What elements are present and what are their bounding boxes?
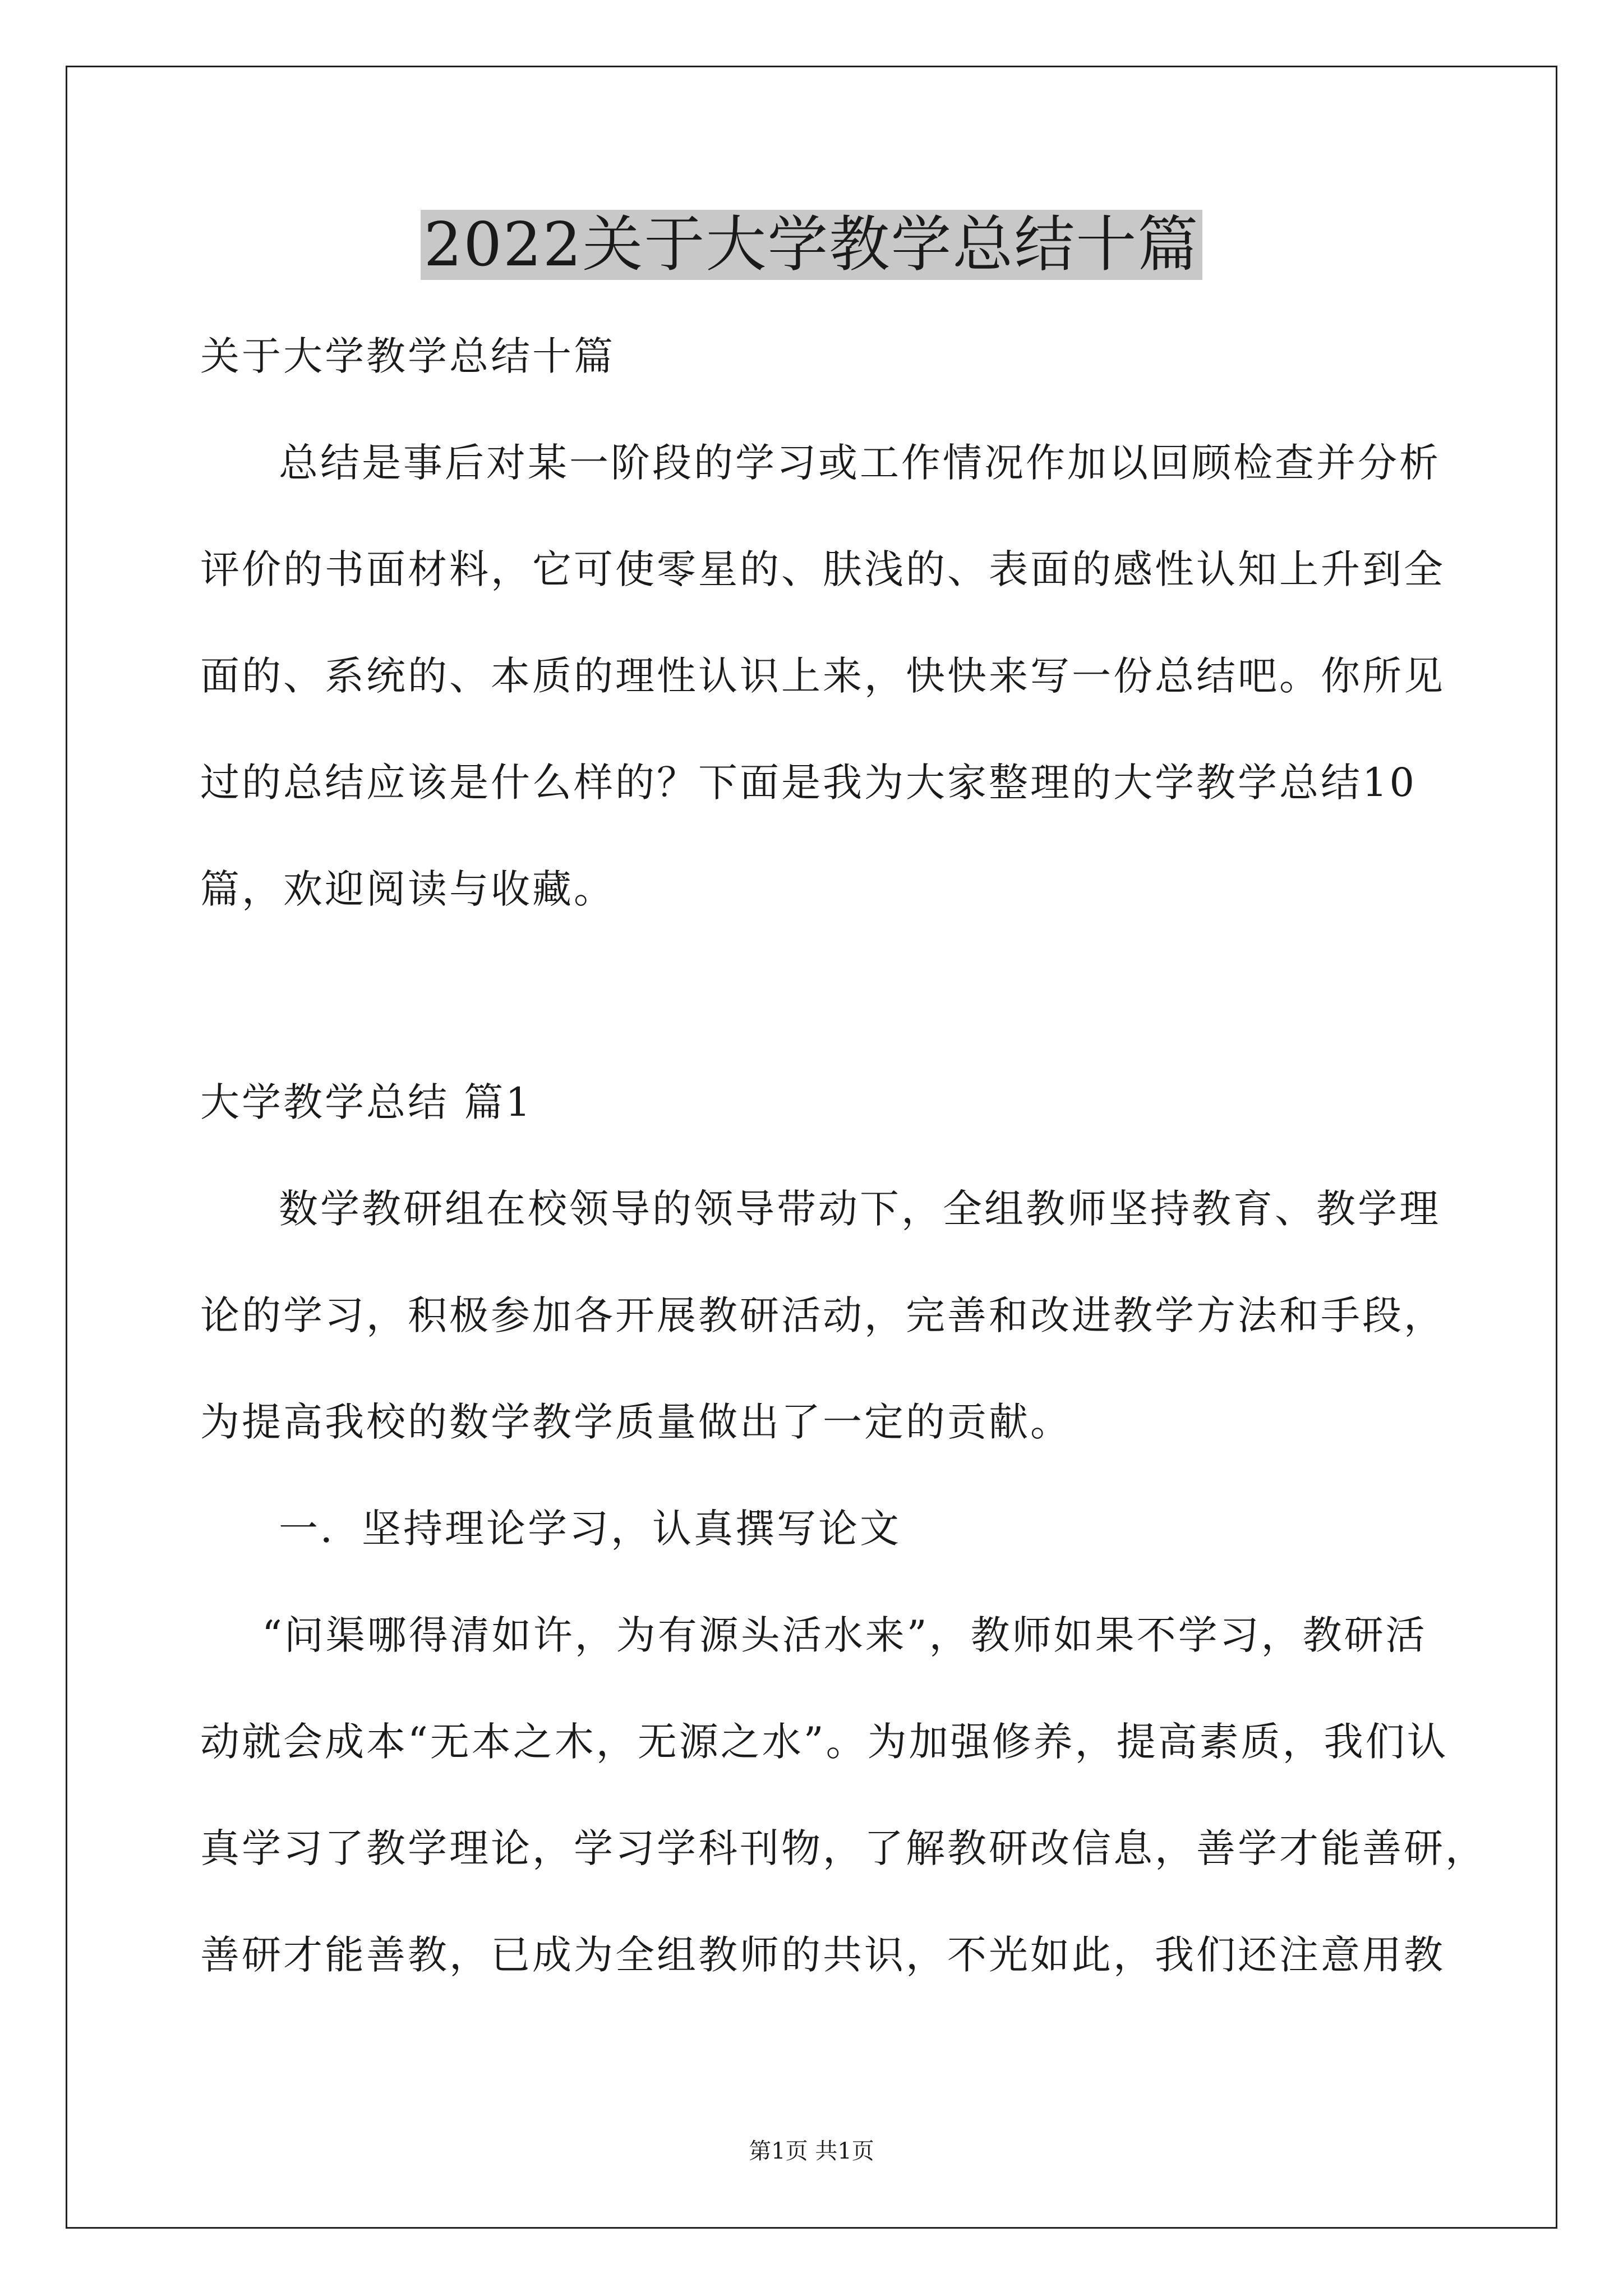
paragraph-gap bbox=[200, 942, 1434, 1049]
section-paragraph-line: 数学教研组在校领导的领导带动下，全组教师坚持教育、教学理 bbox=[279, 1186, 1441, 1232]
document-subtitle: 关于大学教学总结十篇 bbox=[200, 333, 615, 379]
intro-line: 评价的书面材料，它可使零星的、肤浅的、表面的感性认知上升到全 bbox=[200, 546, 1445, 592]
section-paragraph-line: 为提高我校的数学教学质量做出了一定的贡献。 bbox=[200, 1399, 1072, 1445]
subsection-line: 动就会成本“无本之木，无源之水”。为加强修养，提高素质，我们认 bbox=[200, 1719, 1449, 1765]
intro-line: 篇，欢迎阅读与收藏。 bbox=[200, 866, 615, 912]
intro-line: 面的、系统的、本质的理性认识上来，快快来写一份总结吧。你所见 bbox=[200, 653, 1445, 699]
subheading: 一．坚持理论学习，认真撰写论文 bbox=[279, 1506, 901, 1552]
document-body bbox=[200, 303, 1487, 2008]
section-paragraph-line: 论的学习，积极参加各开展教研活动，完善和改进教学方法和手段， bbox=[200, 1292, 1445, 1338]
subsection-line: 真学习了教学理论，学习学科刊物，了解教研改信息，善学才能善研， bbox=[200, 1825, 1487, 1871]
intro-line: 过的总结应该是什么样的？下面是我为大家整理的大学教学总结10 bbox=[200, 760, 1417, 806]
document-title bbox=[0, 203, 1623, 287]
subsection-line: “问渠哪得清如许，为有源头活水来”，教师如果不学习，教研活 bbox=[262, 1612, 1427, 1658]
document-title-text: 2022关于大学教学总结十篇 bbox=[421, 210, 1203, 280]
page-footer: 第1页 共1页 bbox=[749, 2138, 874, 2164]
intro-line: 总结是事后对某一阶段的学习或工作情况作加以回顾检查并分析 bbox=[279, 440, 1441, 486]
subsection-line: 善研才能善教，已成为全组教师的共识，不光如此，我们还注意用教 bbox=[200, 1932, 1445, 1978]
section-heading: 大学教学总结 篇1 bbox=[200, 1079, 533, 1125]
